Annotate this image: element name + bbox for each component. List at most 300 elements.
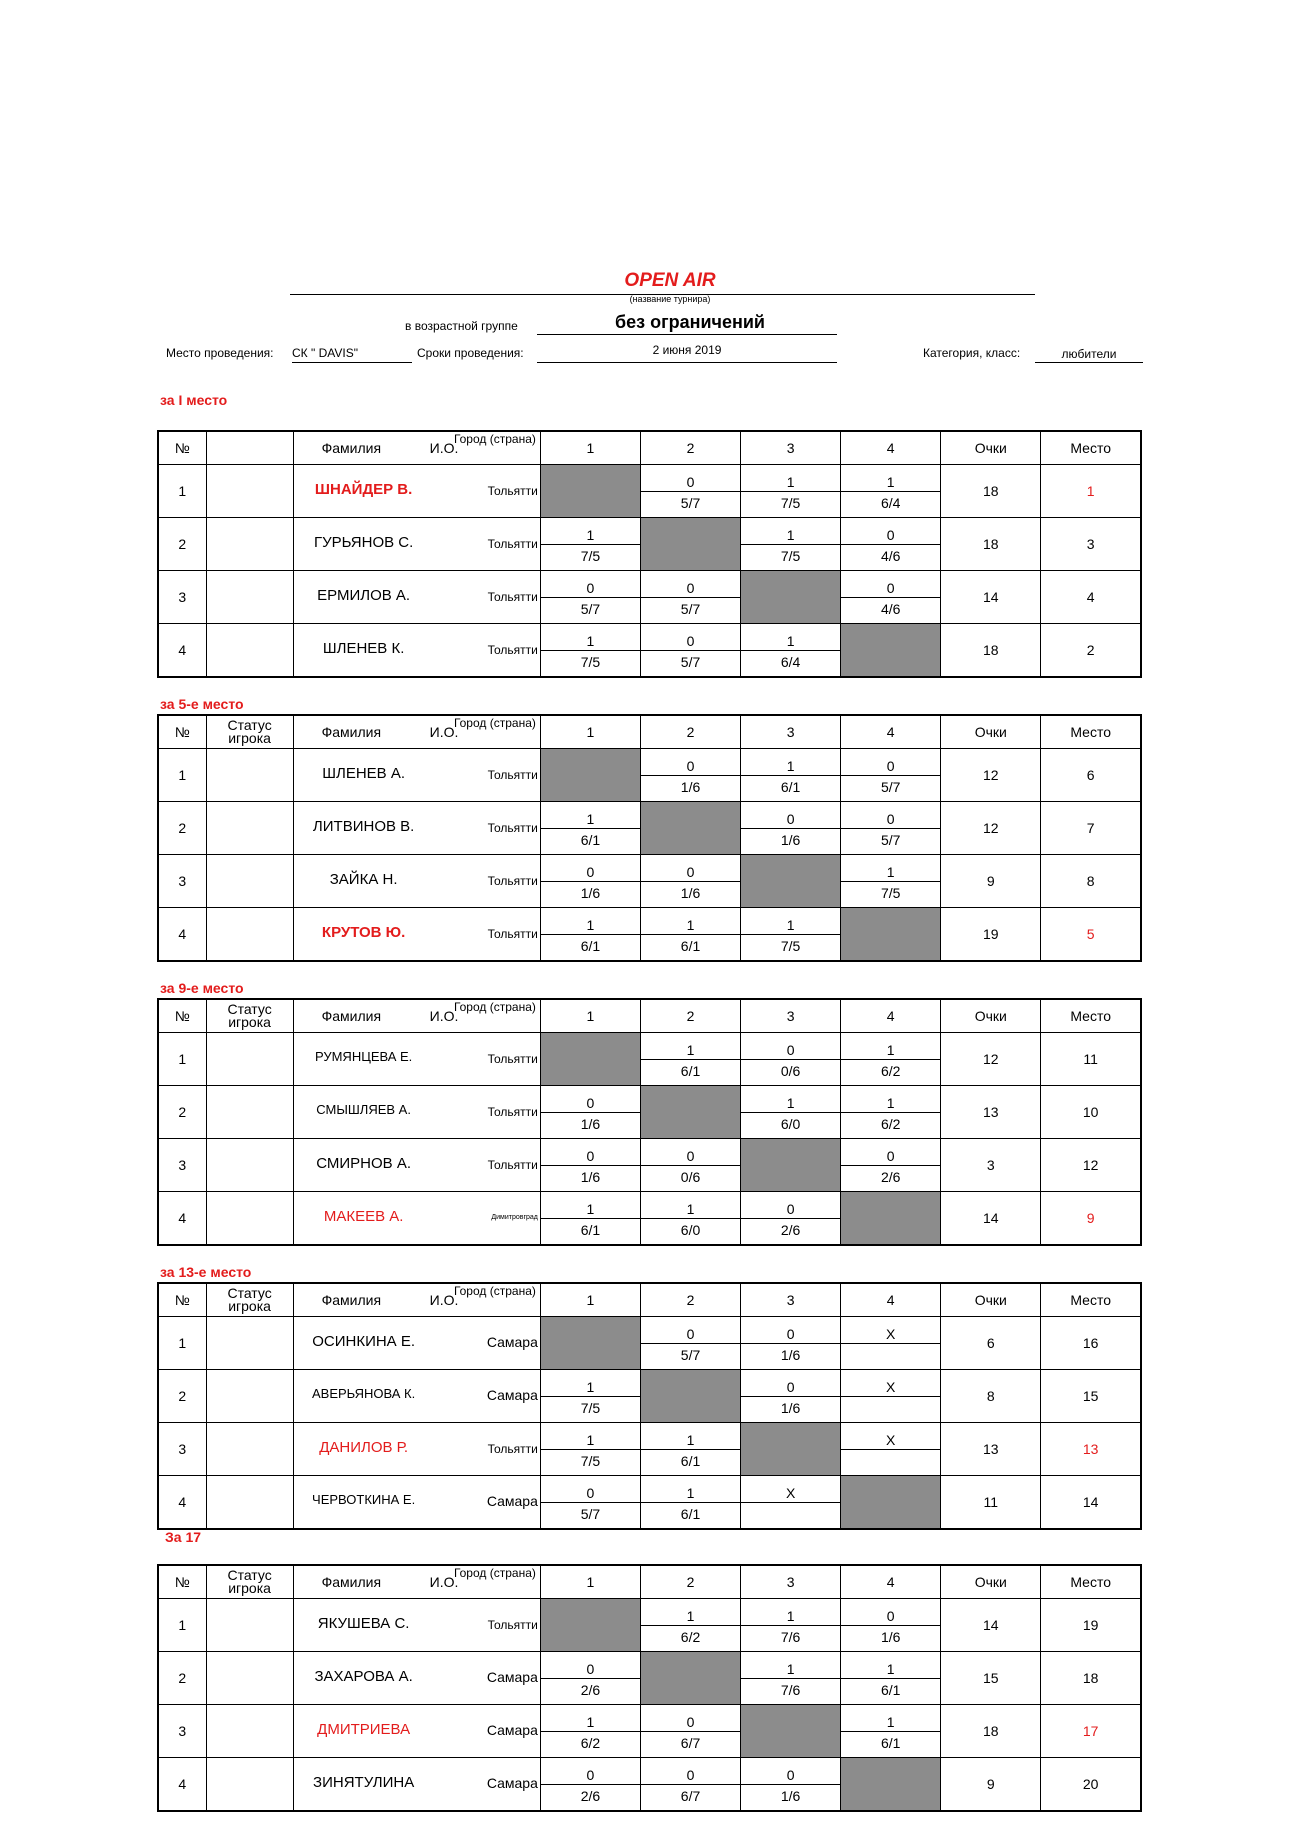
- header-c2: 2: [640, 1565, 740, 1599]
- player-name-cell: [293, 1033, 540, 1086]
- match-win-flag: 1: [841, 857, 940, 882]
- player-place: 9: [1041, 1192, 1141, 1246]
- match-result: [540, 1652, 640, 1705]
- player-name: ДАНИЛОВ Р.: [319, 1439, 409, 1456]
- match-result: [540, 1705, 640, 1758]
- table-row: [158, 624, 1141, 678]
- player-city: Тольятти: [487, 1158, 538, 1172]
- match-result: [640, 1033, 740, 1086]
- self-match-cell: [540, 1599, 640, 1652]
- header-c4: 4: [841, 715, 941, 749]
- header-surname: Фамилия: [321, 1008, 382, 1024]
- match-result: [640, 1317, 740, 1370]
- match-score: 6/7: [680, 1787, 701, 1804]
- player-city: Тольятти: [487, 874, 538, 888]
- match-score: 7/6: [780, 1628, 801, 1645]
- player-points: 11: [941, 1476, 1041, 1530]
- player-points: 6: [941, 1317, 1041, 1370]
- match-score: 6/2: [680, 1628, 701, 1645]
- header-name: [293, 715, 540, 749]
- age-group-value: без ограничений: [615, 312, 765, 332]
- player-num: 4: [158, 1758, 206, 1812]
- match-result: [841, 1317, 941, 1370]
- match-result: [841, 571, 941, 624]
- player-status: [206, 624, 293, 678]
- player-city: Тольятти: [487, 927, 538, 941]
- player-city: Самара: [486, 1669, 538, 1685]
- match-score: 7/5: [580, 547, 601, 564]
- dates-value: 2 июня 2019: [652, 343, 722, 357]
- player-name-cell: [293, 1192, 540, 1246]
- header-initials: И.О.: [429, 724, 459, 740]
- player-city: Тольятти: [487, 643, 538, 657]
- table-row: [158, 1139, 1141, 1192]
- match-score: 6/2: [880, 1062, 901, 1079]
- table-row: [158, 1758, 1141, 1812]
- match-result: [540, 908, 640, 962]
- header-surname: Фамилия: [321, 440, 382, 456]
- match-score: 5/7: [580, 1505, 601, 1522]
- match-win-flag: 0: [841, 573, 940, 598]
- player-name: ЛИТВИНОВ В.: [312, 818, 415, 835]
- player-city: Тольятти: [487, 1105, 538, 1119]
- group-label: За 17: [165, 1529, 202, 1545]
- player-num: 2: [158, 1086, 206, 1139]
- player-name-cell: [293, 802, 540, 855]
- self-match-cell: [540, 1317, 640, 1370]
- group-label: за 9-е место: [160, 980, 244, 996]
- match-score: 7/5: [880, 884, 901, 901]
- age-group-label: в возрастной группе: [405, 319, 518, 333]
- header-c1: 1: [540, 431, 640, 465]
- player-city: Димитровград: [491, 1214, 538, 1221]
- match-result: [841, 855, 941, 908]
- match-win-flag: 0: [641, 751, 740, 776]
- player-city: Тольятти: [487, 484, 538, 498]
- player-status: [206, 518, 293, 571]
- header-c2: 2: [640, 999, 740, 1033]
- player-place: 15: [1041, 1370, 1141, 1423]
- standings-table: [157, 430, 1142, 678]
- header-c3: 3: [741, 431, 841, 465]
- player-points: 8: [941, 1370, 1041, 1423]
- match-score: 7/5: [580, 1399, 601, 1416]
- header-status: Статус игрока: [206, 1283, 293, 1317]
- match-score: 6/1: [880, 1681, 901, 1698]
- player-place: 2: [1041, 624, 1141, 678]
- player-name: КРУТОВ Ю.: [321, 924, 406, 941]
- player-name: МАКЕЕВ А.: [323, 1208, 404, 1225]
- match-score: 6/7: [680, 1734, 701, 1751]
- player-num: 3: [158, 855, 206, 908]
- player-name-cell: [293, 1423, 540, 1476]
- table-header-row: [158, 715, 1141, 749]
- header-points: Очки: [941, 431, 1041, 465]
- player-place: 19: [1041, 1599, 1141, 1652]
- player-place: 7: [1041, 802, 1141, 855]
- header-c4: 4: [841, 1565, 941, 1599]
- table-row: [158, 1317, 1141, 1370]
- header-c2: 2: [640, 1283, 740, 1317]
- match-win-flag: 1: [541, 1707, 640, 1732]
- match-win-flag: 1: [741, 520, 840, 545]
- player-num: 2: [158, 1652, 206, 1705]
- match-result: [841, 1705, 941, 1758]
- standings-table: [157, 714, 1142, 962]
- self-match-cell: [741, 1705, 841, 1758]
- header-surname: Фамилия: [321, 1574, 382, 1590]
- header-c3: 3: [741, 1283, 841, 1317]
- header-c1: 1: [540, 999, 640, 1033]
- player-city: Тольятти: [487, 821, 538, 835]
- header-city: Город (страна): [453, 716, 536, 730]
- player-points: 18: [941, 518, 1041, 571]
- self-match-cell: [540, 1033, 640, 1086]
- match-win-flag: 0: [541, 573, 640, 598]
- match-win-flag: 0: [541, 1088, 640, 1113]
- match-score: 5/7: [680, 1346, 701, 1363]
- match-win-flag: 1: [541, 520, 640, 545]
- match-score: 6/1: [580, 831, 601, 848]
- match-win-flag: 0: [741, 1760, 840, 1785]
- player-place: 20: [1041, 1758, 1141, 1812]
- match-win-flag: 1: [541, 1425, 640, 1450]
- player-name: АВЕРЬЯНОВА К.: [312, 1386, 416, 1401]
- player-name: ШЛЕНЕВ А.: [322, 765, 406, 782]
- player-status: [206, 1086, 293, 1139]
- header-surname: Фамилия: [321, 724, 382, 740]
- player-name: ЗИНЯТУЛИНА: [313, 1774, 415, 1791]
- group-label: за 5-е место: [160, 696, 244, 712]
- match-result: [540, 1192, 640, 1246]
- table-row: [158, 749, 1141, 802]
- player-place: 11: [1041, 1033, 1141, 1086]
- self-match-cell: [640, 518, 740, 571]
- header-place: Место: [1041, 431, 1141, 465]
- player-place: 8: [1041, 855, 1141, 908]
- header-place: Место: [1041, 715, 1141, 749]
- match-win-flag: X: [841, 1372, 940, 1397]
- player-place: 10: [1041, 1086, 1141, 1139]
- player-place: 18: [1041, 1652, 1141, 1705]
- player-name: ШНАЙДЕР В.: [314, 481, 413, 498]
- player-place: 5: [1041, 908, 1141, 962]
- header-initials: И.О.: [429, 1292, 459, 1308]
- match-win-flag: 0: [641, 857, 740, 882]
- match-result: [841, 1370, 941, 1423]
- match-win-flag: 1: [641, 1478, 740, 1503]
- self-match-cell: [741, 855, 841, 908]
- category-value: любители: [1061, 347, 1117, 361]
- player-name-cell: [293, 1086, 540, 1139]
- match-win-flag: 1: [741, 1088, 840, 1113]
- player-points: 12: [941, 1033, 1041, 1086]
- header-c1: 1: [540, 715, 640, 749]
- header-c2: 2: [640, 715, 740, 749]
- match-result: [540, 1423, 640, 1476]
- table-row: [158, 855, 1141, 908]
- player-points: 13: [941, 1423, 1041, 1476]
- match-score: [841, 1397, 940, 1421]
- group-label: за I место: [160, 392, 228, 408]
- player-points: 14: [941, 1599, 1041, 1652]
- player-city: Тольятти: [487, 1052, 538, 1066]
- table-row: [158, 908, 1141, 962]
- header-status: Статус игрока: [206, 1565, 293, 1599]
- player-city: Тольятти: [487, 768, 538, 782]
- header-status: [206, 431, 293, 465]
- player-status: [206, 1476, 293, 1530]
- match-result: [741, 1086, 841, 1139]
- match-score: 6/0: [780, 1115, 801, 1132]
- player-name-cell: [293, 1476, 540, 1530]
- match-score: 6/1: [780, 778, 801, 795]
- match-win-flag: 1: [541, 1372, 640, 1397]
- self-match-cell: [841, 1758, 941, 1812]
- player-num: 2: [158, 518, 206, 571]
- tournament-title: OPEN AIR: [624, 270, 716, 291]
- match-win-flag: 0: [641, 1707, 740, 1732]
- match-result: [640, 908, 740, 962]
- match-result: [540, 1139, 640, 1192]
- match-result: [741, 1317, 841, 1370]
- player-city: Тольятти: [487, 1618, 538, 1632]
- player-points: 18: [941, 1705, 1041, 1758]
- match-win-flag: 0: [641, 1319, 740, 1344]
- category-underline: [1035, 362, 1143, 363]
- player-status: [206, 571, 293, 624]
- player-name-cell: [293, 1139, 540, 1192]
- player-place: 14: [1041, 1476, 1141, 1530]
- header-initials: И.О.: [429, 1574, 459, 1590]
- player-name: ЗАХАРОВА А.: [314, 1668, 413, 1685]
- player-name-cell: [293, 1758, 540, 1812]
- table-header-row: [158, 431, 1141, 465]
- table-row: [158, 571, 1141, 624]
- player-num: 3: [158, 1423, 206, 1476]
- category-label: Категория, класс:: [923, 346, 1021, 360]
- match-score: 6/1: [680, 1505, 701, 1522]
- match-score: 1/6: [780, 1787, 801, 1804]
- player-num: 3: [158, 1139, 206, 1192]
- match-result: [841, 1139, 941, 1192]
- header-city: Город (страна): [453, 1566, 536, 1580]
- header-place: Место: [1041, 999, 1141, 1033]
- player-num: 1: [158, 749, 206, 802]
- player-num: 1: [158, 465, 206, 518]
- player-name: ГУРЬЯНОВ С.: [313, 534, 414, 551]
- self-match-cell: [540, 465, 640, 518]
- player-status: [206, 1317, 293, 1370]
- player-num: 4: [158, 1192, 206, 1246]
- player-place: 16: [1041, 1317, 1141, 1370]
- player-city: Тольятти: [487, 537, 538, 551]
- match-win-flag: 1: [641, 1425, 740, 1450]
- player-num: 3: [158, 571, 206, 624]
- match-score: 5/7: [880, 831, 901, 848]
- match-result: [841, 465, 941, 518]
- match-win-flag: 0: [641, 1760, 740, 1785]
- table-header-row: [158, 1283, 1141, 1317]
- header-points: Очки: [941, 1565, 1041, 1599]
- header-num: №: [158, 715, 206, 749]
- match-win-flag: 0: [541, 857, 640, 882]
- header-num: №: [158, 431, 206, 465]
- self-match-cell: [741, 1423, 841, 1476]
- player-num: 3: [158, 1705, 206, 1758]
- self-match-cell: [640, 802, 740, 855]
- player-status: [206, 1139, 293, 1192]
- header-status: Статус игрока: [206, 715, 293, 749]
- match-score: 6/0: [680, 1221, 701, 1238]
- table-header-row: [158, 999, 1141, 1033]
- age-group-underline: [537, 334, 837, 335]
- match-result: [540, 855, 640, 908]
- table-header-row: [158, 1565, 1141, 1599]
- player-points: 18: [941, 465, 1041, 518]
- match-score: 6/1: [580, 1221, 601, 1238]
- match-result: [741, 1476, 841, 1530]
- match-score: 2/6: [780, 1221, 801, 1238]
- match-score: 0/6: [680, 1168, 701, 1185]
- match-score: 5/7: [680, 653, 701, 670]
- player-name: РУМЯНЦЕВА Е.: [314, 1049, 413, 1064]
- player-points: 12: [941, 749, 1041, 802]
- match-score: 6/4: [880, 494, 901, 511]
- header-surname: Фамилия: [321, 1292, 382, 1308]
- header-c4: 4: [841, 999, 941, 1033]
- player-name-cell: [293, 624, 540, 678]
- player-place: 4: [1041, 571, 1141, 624]
- table-row: [158, 1370, 1141, 1423]
- header-status: Статус игрока: [206, 999, 293, 1033]
- match-win-flag: 0: [741, 1194, 840, 1219]
- player-name: ДМИТРИЕВА: [317, 1721, 411, 1738]
- match-score: 4/6: [880, 547, 901, 564]
- match-score: 1/6: [780, 831, 801, 848]
- player-city: Тольятти: [487, 590, 538, 604]
- match-win-flag: 1: [841, 467, 940, 492]
- self-match-cell: [841, 624, 941, 678]
- table-row: [158, 1599, 1141, 1652]
- header-city: Город (страна): [453, 1284, 536, 1298]
- match-win-flag: 0: [741, 1372, 840, 1397]
- match-result: [640, 1139, 740, 1192]
- match-score: 6/1: [680, 1452, 701, 1469]
- match-win-flag: 0: [641, 467, 740, 492]
- match-result: [841, 1599, 941, 1652]
- player-place: 3: [1041, 518, 1141, 571]
- self-match-cell: [841, 1192, 941, 1246]
- match-win-flag: 0: [541, 1654, 640, 1679]
- match-win-flag: 1: [641, 1601, 740, 1626]
- self-match-cell: [741, 1139, 841, 1192]
- match-result: [741, 1652, 841, 1705]
- match-result: [741, 1192, 841, 1246]
- player-name-cell: [293, 1705, 540, 1758]
- match-score: 2/6: [880, 1168, 901, 1185]
- standings-table: [157, 1564, 1142, 1812]
- table-row: [158, 1423, 1141, 1476]
- header-c3: 3: [741, 1565, 841, 1599]
- standings-table: [157, 998, 1142, 1246]
- table-row: [158, 1086, 1141, 1139]
- player-points: 3: [941, 1139, 1041, 1192]
- match-win-flag: 1: [841, 1088, 940, 1113]
- player-place: 12: [1041, 1139, 1141, 1192]
- match-win-flag: 1: [741, 626, 840, 651]
- match-win-flag: 0: [741, 1035, 840, 1060]
- player-name-cell: [293, 571, 540, 624]
- match-score: 7/5: [780, 937, 801, 954]
- player-num: 4: [158, 624, 206, 678]
- match-score: 1/6: [780, 1346, 801, 1363]
- player-name: ЧЕРВОТКИНА Е.: [312, 1492, 416, 1507]
- header-initials: И.О.: [429, 1008, 459, 1024]
- match-win-flag: X: [741, 1478, 840, 1503]
- match-score: 4/6: [880, 600, 901, 617]
- player-city: Самара: [486, 1722, 538, 1738]
- match-result: [841, 749, 941, 802]
- match-result: [540, 624, 640, 678]
- self-match-cell: [640, 1086, 740, 1139]
- match-win-flag: 1: [841, 1707, 940, 1732]
- player-status: [206, 465, 293, 518]
- header-num: №: [158, 1565, 206, 1599]
- match-result: [741, 749, 841, 802]
- player-points: 12: [941, 802, 1041, 855]
- self-match-cell: [640, 1370, 740, 1423]
- match-result: [640, 749, 740, 802]
- player-place: 6: [1041, 749, 1141, 802]
- player-city: Самара: [486, 1334, 538, 1350]
- match-result: [640, 1423, 740, 1476]
- player-status: [206, 1652, 293, 1705]
- header-c2: 2: [640, 431, 740, 465]
- player-status: [206, 1192, 293, 1246]
- player-num: 1: [158, 1033, 206, 1086]
- match-result: [640, 1705, 740, 1758]
- table-row: [158, 465, 1141, 518]
- player-name: ЯКУШЕВА С.: [317, 1615, 410, 1632]
- match-win-flag: 1: [641, 1035, 740, 1060]
- header-c1: 1: [540, 1283, 640, 1317]
- match-win-flag: 1: [541, 804, 640, 829]
- dates-label: Сроки проведения:: [417, 346, 524, 360]
- match-score: 6/2: [880, 1115, 901, 1132]
- match-win-flag: X: [841, 1425, 940, 1450]
- header-initials: И.О.: [429, 440, 459, 456]
- match-score: 1/6: [580, 884, 601, 901]
- match-result: [540, 802, 640, 855]
- match-win-flag: 0: [841, 520, 940, 545]
- match-score: 6/4: [780, 653, 801, 670]
- player-name-cell: [293, 1652, 540, 1705]
- player-status: [206, 855, 293, 908]
- match-win-flag: 1: [841, 1654, 940, 1679]
- match-score: 6/1: [880, 1734, 901, 1751]
- match-win-flag: 1: [541, 1194, 640, 1219]
- match-score: [841, 1344, 940, 1368]
- header-name: [293, 999, 540, 1033]
- player-status: [206, 802, 293, 855]
- venue-underline: [292, 362, 412, 363]
- match-score: 5/7: [880, 778, 901, 795]
- match-score: 6/1: [580, 937, 601, 954]
- player-city: Тольятти: [487, 1442, 538, 1456]
- match-result: [741, 1758, 841, 1812]
- match-score: 7/5: [580, 1452, 601, 1469]
